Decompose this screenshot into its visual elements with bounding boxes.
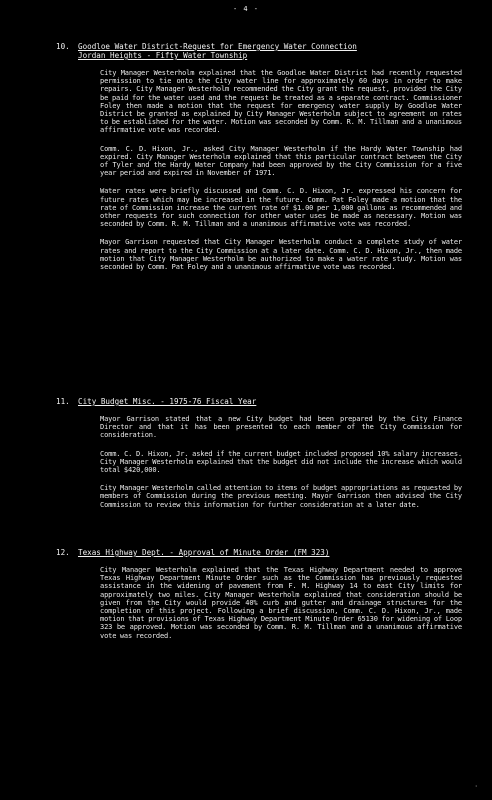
corner-mark: · bbox=[474, 783, 478, 790]
paragraph: Mayor Garrison stated that a new City budget had been prepared by the City Finance Director and that it has been presented to each member of the City Commission for consideration. bbox=[100, 415, 462, 440]
item-heading-line2: Jordan Heights - Fifty Water Township bbox=[78, 51, 248, 60]
item-heading bbox=[78, 397, 470, 406]
item-heading bbox=[78, 42, 470, 60]
item-number: 12. bbox=[56, 548, 70, 557]
item-heading-line1: Texas Highway Dept. - Approval of Minute Order (FM 323) bbox=[78, 548, 330, 557]
paragraph: Water rates were briefly discussed and Comm. C. D. Hixon, Jr. expressed his concern for future rates which may be increased in the future. Comm. Pat Foley made a motion that the rate of Commission increase the current rate of $1.00 per 1,000 gallons as recommended and other requests for such connection for other water uses be made as necessary. Motion was seconded by Comm. R. M. Tillman and a unanimous affirmative vote was recorded. bbox=[100, 187, 462, 229]
paragraph: Comm. C. D. Hixon, Jr., asked City Manager Westerholm if the Hardy Water Township had expired. City Manager Westerholm explained that this particular contract between the City of Tyler and the Hardy Water Company had been approved by the City Commission for a five year period and expired in November of 1971. bbox=[100, 144, 462, 178]
paragraph: City Manager Westerholm called attention to items of budget appropriations as requested by members of Commission during the previous meeting. Mayor Garrison then advised the City Commission to review this information for further consideration at a later date. bbox=[100, 484, 462, 509]
page-number: - 4 - bbox=[232, 5, 260, 13]
agenda-item-10 bbox=[56, 42, 470, 281]
paragraph: Comm. C. D. Hixon, Jr. asked if the current budget included proposed 10% salary increases. City Manager Westerholm explained that the budget did not include the increase which would total $420,000. bbox=[100, 449, 462, 475]
paragraph: City Manager Westerholm explained that the Goodloe Water District had recently requested permission to tie onto the City water line for approximately 60 days in order to make repairs. City Manager Westerholm recommended the City grant the request, provided the City be paid for the water used and the request be treated as a separate contract. Commissioner Foley then made a motion that the request for emergency water supply by Goodloe Water District be granted as explained by City Manager Westerholm subject to agreement on rates to be established for the water. Motion was seconded by Comm. R. M. Tillman and a unanimous affirmative vote was recorded. bbox=[100, 69, 462, 135]
agenda-item-11 bbox=[56, 397, 470, 519]
paragraph: Mayor Garrison requested that City Manager Westerholm conduct a complete study of water rates and report to the City Commission at a later date. Comm. C. D. Hixon, Jr., then made motion that City Manager Westerholm be authorized to make a water rate study. Motion was seconded by Comm. Pat Foley and a unanimous affirmative vote was recorded. bbox=[100, 238, 462, 272]
item-heading-line1: City Budget Misc. - 1975-76 Fiscal Year bbox=[78, 397, 257, 406]
paragraph: City Manager Westerholm explained that the Texas Highway Department needed to approve Texas Highway Department Minute Order such as the Commission has previously requested assistance in the widening of pavement from F. M. Highway 14 to east City limits for approximately two miles. City Manager Westerholm explained that consideration should be given from the City would provide 40% curb and gutter and drainage structures for the completion of this project. Following a brief discussion, Comm. C. D. Hixon, Jr., made motion that provisions of Texas Highway Department Minute Order 65130 for widening of Loop 323 be approved. Motion was seconded by Comm. R. M. Tillman and a unanimous affirmative vote was recorded. bbox=[100, 566, 462, 640]
item-number: 10. bbox=[56, 42, 70, 51]
item-number: 11. bbox=[56, 397, 70, 406]
item-heading bbox=[78, 548, 470, 557]
item-heading-line1: Goodloe Water District-Request for Emergency Water Connection bbox=[78, 42, 357, 51]
agenda-item-12 bbox=[56, 548, 470, 650]
